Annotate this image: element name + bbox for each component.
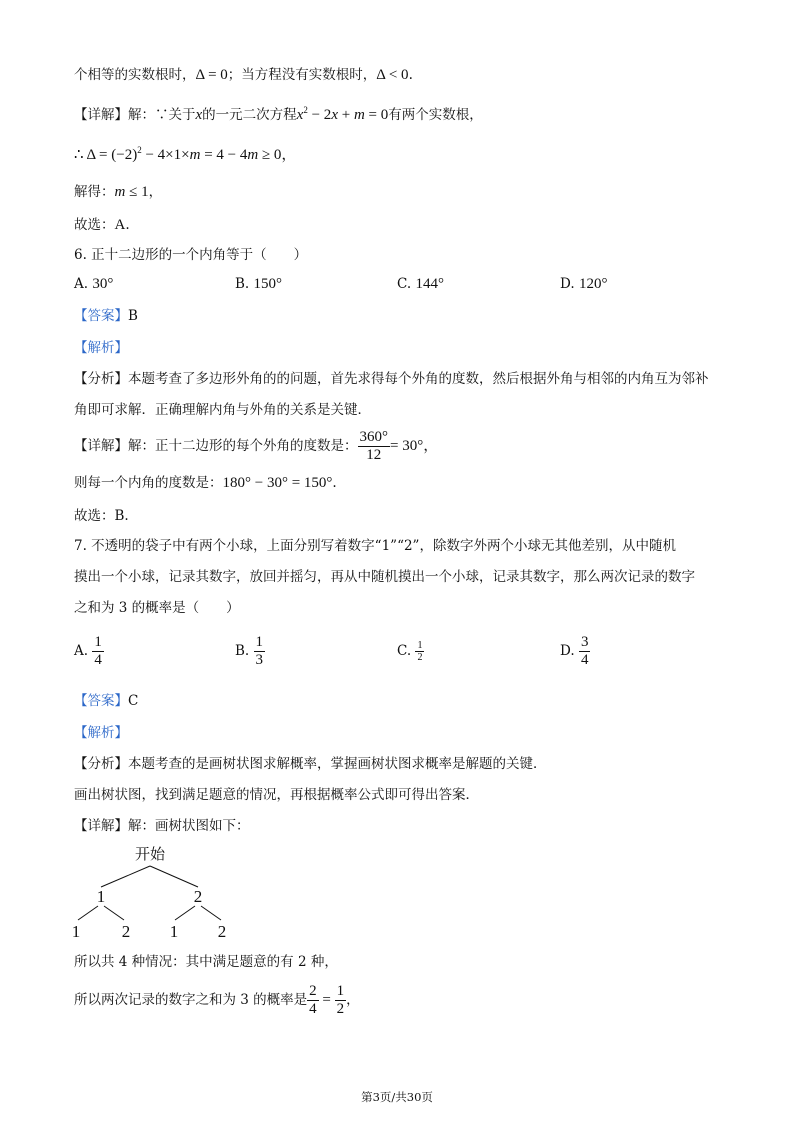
q7-option-b (235, 634, 265, 669)
q6-answer (74, 307, 138, 325)
frac-num: 3 (580, 634, 589, 650)
q6-option-a-value: 30° (92, 276, 114, 292)
page-footer: 第3页/共30页 (361, 1090, 433, 1104)
prev-line-1-text-b: ；当方程没有实数根时， (227, 67, 377, 83)
frac-num: 1 (417, 640, 423, 651)
q7-option-a-frac (92, 634, 104, 669)
q7-option-c-letter: C. (397, 643, 412, 659)
q7-conclusion-2 (74, 982, 360, 1018)
q7-conclusion-1: 所以共 4 种情况：其中满足题意的有 2 种， (74, 954, 338, 970)
frac-den: 4 (580, 652, 589, 668)
q6-option-d (560, 276, 607, 293)
q6-detail-text-2: 则每一个内角的度数是： (74, 475, 223, 491)
quadratic-equation: $x^2 - 2x + m = 0$ (296, 105, 389, 123)
prev-detail-text-c: 有两个实数根， (388, 107, 483, 123)
q7-fenxi-text-1: 本题考查的是画树状图求解概率，掌握画树状图求概率是解题的关键． (128, 756, 547, 772)
tree-edge (101, 866, 150, 887)
q7-detail-text-1: 解：画树状图如下： (128, 818, 250, 834)
q6-option-c-value: 144° (415, 276, 444, 292)
tree-node-l2-3: 1 (169, 922, 179, 941)
q6-detail-tail: = 30°， (390, 438, 439, 454)
q6-frac-num: 360° (359, 429, 388, 445)
tree-node-l2-4: 2 (217, 922, 227, 941)
solve-tail: ， (148, 184, 163, 200)
frac-num: 2 (309, 983, 317, 999)
q6-option-c-letter: C. (397, 276, 412, 292)
q6-detail-tail-2: . (332, 475, 337, 491)
frac-num: 1 (94, 634, 102, 650)
prev-choose-line (74, 216, 130, 234)
fenxi-tag: 【分析】 (74, 371, 128, 387)
var-x: x (195, 107, 203, 123)
detail-tag: 【详解】 (74, 438, 128, 454)
q6-choose: 故选：B. (74, 508, 129, 524)
q7-analysis-tag: 【解析】 (74, 725, 128, 741)
q7-answer-value: C (128, 693, 139, 709)
tree-node-l2-2: 2 (121, 922, 131, 941)
q6-fenxi-1 (74, 370, 709, 388)
detail-tag: 【详解】 (74, 818, 128, 834)
tree-edge (201, 906, 221, 920)
q6-option-b-value: 150° (253, 276, 283, 292)
q7-answer (74, 692, 138, 710)
tree-node-l2-1: 1 (71, 922, 81, 941)
tree-root: 开始 (134, 845, 166, 863)
q6-stem: 6. 正十二边形的一个内角等于（ ） (74, 247, 308, 263)
tree-node-l1-1: 1 (96, 887, 106, 906)
q7-detail-1 (74, 817, 250, 835)
q6-option-d-value: 120° (578, 276, 608, 292)
q7-option-c-frac (415, 640, 424, 663)
q7-conclusion-text: 所以两次记录的数字之和为 3 的概率是 (74, 992, 308, 1008)
q6-detail-2 (74, 474, 337, 492)
choose-tail: . (125, 217, 130, 233)
frac-den: 2 (336, 1001, 345, 1017)
q6-detail-math: 180° − 30° = 150° (222, 475, 333, 491)
q7-stem-2: 摸出一个小球，记录其数字，放回并摇匀，再从中随机摸出一个小球，记录其数字，那么两次记录的数字 (74, 569, 695, 585)
q7-stem-1: 7. 不透明的袋子中有两个小球，上面分别写着数字“1”“2”，除数字外两个小球无其他差别，从中随机 (74, 538, 676, 554)
q6-fraction (358, 429, 391, 464)
solve-result: m ≤ 1 (114, 184, 149, 200)
q7-conclusion-tail: ， (346, 992, 360, 1008)
tree-edge (150, 866, 198, 887)
q7-stem-3: 之和为 3 的概率是（ ） (74, 600, 240, 616)
solve-line (74, 183, 162, 201)
tree-diagram (70, 842, 270, 942)
frac-num: 1 (336, 983, 345, 999)
frac-den: 3 (255, 652, 264, 668)
q6-option-d-letter: D. (560, 276, 575, 292)
q6-option-b (235, 276, 282, 293)
q6-analysis-tag: 【解析】 (74, 340, 128, 356)
q6-frac-den: 12 (366, 447, 382, 463)
frac-den: 2 (417, 652, 423, 663)
tree-edge (175, 906, 195, 920)
q7-option-b-letter: B. (235, 643, 250, 659)
frac-den: 4 (309, 1001, 317, 1017)
tree-node-l1-2: 2 (193, 887, 203, 906)
q7-fenxi-2: 画出树状图，找到满足题意的情况，再根据概率公式即可得出答案． (74, 787, 479, 803)
tree-edge (78, 906, 98, 920)
q7-conc-frac-1 (307, 983, 319, 1018)
q6-fenxi-text-1: 本题考查了多边形外角的的问题，首先求得每个外角的度数，然后根据外角与相邻的内角互为邻补 (128, 371, 709, 387)
q6-option-a (74, 276, 113, 293)
answer-tag: 【答案】 (74, 693, 128, 709)
choose-label: 故选： (74, 217, 115, 233)
fenxi-tag: 【分析】 (74, 756, 128, 772)
prev-detail-text-a: 解：∵关于 (128, 107, 196, 123)
delta-eq-zero: Δ = 0 (195, 67, 228, 83)
prev-line-1 (74, 66, 413, 84)
delta-lt-zero: Δ < 0 (376, 67, 409, 83)
delta-line: ∴ $\Delta = (-2)^2 - 4\times 1\times m = 4 - 4m \ge 0$， (74, 145, 297, 163)
q7-fenxi-1 (74, 755, 547, 773)
prev-line-1-text-c: . (408, 67, 413, 83)
q7-option-c (397, 640, 424, 663)
q7-option-d-letter: D. (560, 643, 575, 659)
detail-tag: 【详解】 (74, 107, 128, 123)
q6-option-b-letter: B. (235, 276, 250, 292)
q6-fenxi-2: 角即可求解．正确理解内角与外角的关系是关键． (74, 402, 371, 418)
choose-value: A (114, 217, 126, 233)
q7-option-a (74, 634, 104, 669)
q7-conc-frac-2 (335, 983, 347, 1018)
q6-option-a-letter: A. (74, 276, 89, 292)
frac-num: 1 (255, 634, 264, 650)
q6-detail-1 (74, 428, 438, 464)
frac-den: 4 (94, 652, 102, 668)
prev-detail-text-b: 的一元二次方程 (202, 107, 297, 123)
q7-option-b-frac (254, 634, 266, 669)
tree-edge (104, 906, 124, 920)
q6-option-c (397, 276, 444, 293)
q7-option-d-frac (579, 634, 591, 669)
solve-label: 解得： (74, 184, 115, 200)
q6-detail-text-1: 解：正十二边形的每个外角的度数是： (128, 438, 358, 454)
q7-option-a-letter: A. (74, 643, 89, 659)
prev-detail-line (74, 106, 483, 124)
answer-tag: 【答案】 (74, 308, 128, 324)
q6-answer-value: B (128, 308, 138, 324)
equals-sign: = (318, 992, 335, 1008)
q7-option-d (560, 634, 590, 669)
prev-line-1-text-a: 个相等的实数根时， (74, 67, 196, 83)
